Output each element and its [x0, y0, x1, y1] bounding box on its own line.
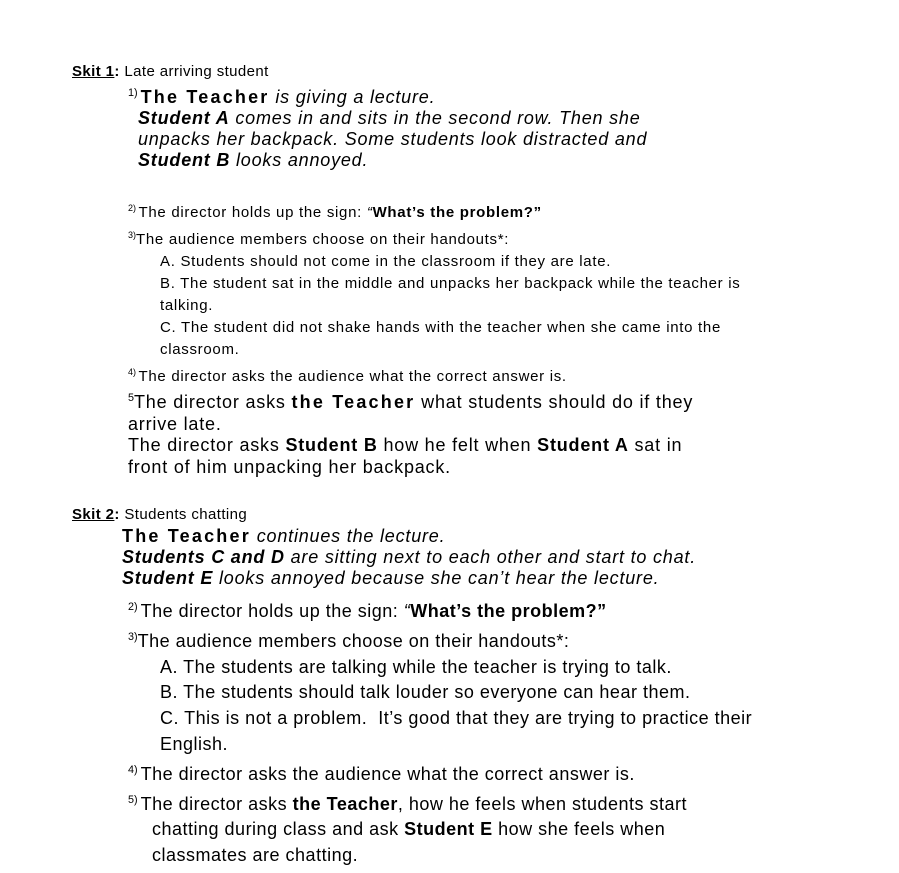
list-number-superscript: 5: [128, 392, 135, 404]
list-number-superscript: 3): [128, 630, 138, 643]
text-segment: Student A: [138, 108, 230, 128]
list-number-superscript: 2): [128, 203, 139, 213]
text-segment: C. The student did not shake hands with the teacher when she came into the: [160, 319, 722, 336]
text-line: [72, 568, 881, 589]
text-segment: Student B: [138, 150, 231, 170]
text-segment: looks annoyed.: [230, 150, 369, 170]
text-line: [72, 108, 881, 129]
text-segment: The director asks: [134, 392, 292, 412]
text-line: [72, 251, 881, 273]
text-line: [72, 150, 881, 171]
text-segment: Student E: [122, 568, 214, 588]
text-segment: Students chatting: [119, 506, 248, 523]
text-line: [72, 388, 881, 414]
text-segment: The director holds up the sign:: [138, 204, 367, 221]
text-segment: The director asks: [140, 793, 293, 814]
text-line: [72, 295, 881, 317]
text-line: [72, 625, 881, 655]
text-segment: unpacks her backpack. Some students look distracted and: [138, 129, 648, 149]
text-segment: B. The students should talk louder so everyone can hear them.: [160, 682, 691, 703]
text-segment: Student E: [404, 819, 493, 840]
text-segment: C. This is not a problem. It’s good that they are trying to practice their: [160, 708, 753, 729]
text-line: [72, 680, 881, 706]
list-number-superscript: 3): [128, 230, 137, 240]
text-line: [72, 503, 881, 526]
text-line: [72, 197, 881, 224]
text-line: [72, 457, 881, 479]
text-segment: :: [114, 506, 120, 523]
text-segment: Skit 2: [72, 506, 115, 523]
text-segment: Late arriving student: [119, 63, 269, 80]
text-segment: Students C and D: [122, 547, 285, 567]
text-segment: classroom.: [160, 341, 240, 358]
worksheet-text: [72, 60, 881, 869]
text-line: [72, 435, 881, 457]
text-line: [72, 339, 881, 361]
text-line: [72, 547, 881, 568]
text-segment: The director holds up the sign:: [140, 601, 404, 621]
text-segment: sat in: [628, 435, 683, 455]
list-number-superscript: 4): [128, 367, 139, 377]
text-line: [72, 129, 881, 150]
text-segment: comes in and sits in the second row. Then she: [229, 108, 641, 128]
text-segment: arrive late.: [128, 413, 222, 434]
text-line: [72, 655, 881, 681]
text-segment: Skit 1: [72, 63, 115, 80]
text-segment: What’s the problem?”: [372, 204, 542, 221]
text-line: [72, 788, 881, 818]
text-segment: continues the lecture.: [256, 526, 446, 546]
text-segment: the Teacher: [292, 793, 398, 814]
text-line: [72, 843, 881, 869]
text-line: [72, 414, 881, 436]
text-segment: talking.: [160, 297, 214, 314]
text-line: [72, 817, 881, 843]
text-segment: What’s the problem?”: [410, 601, 607, 621]
text-segment: B. The student sat in the middle and unpacks her backpack while the teacher is: [160, 275, 741, 292]
text-segment: The director asks the audience what the correct answer is.: [138, 368, 567, 385]
text-segment: are sitting next to each other and start to chat.: [284, 547, 697, 567]
list-number-superscript: 1): [128, 87, 141, 99]
text-line: [72, 706, 881, 732]
text-line: [72, 595, 881, 625]
text-segment: “: [403, 601, 411, 621]
text-segment: The audience members choose on their handouts*:: [136, 231, 510, 248]
text-line: [72, 83, 881, 108]
text-segment: English.: [160, 733, 229, 754]
text-line: [72, 361, 881, 388]
list-number-superscript: 2): [128, 601, 141, 613]
text-segment: how she feels when: [492, 819, 666, 840]
text-segment: The Teacher: [140, 87, 270, 107]
text-segment: A. Students should not come in the classroom if they are late.: [160, 253, 612, 270]
text-segment: looks annoyed because she can’t hear the lecture.: [213, 568, 660, 588]
text-line: [72, 526, 881, 547]
text-line: [72, 273, 881, 295]
text-segment: “: [366, 204, 373, 221]
text-segment: The Teacher: [122, 526, 251, 546]
text-line: [72, 60, 881, 83]
text-segment: the Teacher: [291, 392, 416, 412]
list-number-superscript: 4): [128, 763, 141, 776]
text-segment: Student A: [537, 435, 629, 455]
text-line: [72, 317, 881, 339]
text-segment: Student B: [285, 435, 378, 455]
text-line: [72, 732, 881, 758]
text-segment: The director asks: [128, 435, 286, 455]
text-line: [72, 224, 881, 251]
text-segment: , how he feels when students start: [397, 793, 688, 814]
text-segment: :: [114, 63, 120, 80]
text-segment: is giving a lecture.: [275, 87, 436, 107]
text-segment: classmates are chatting.: [152, 845, 359, 866]
list-number-superscript: 5): [128, 793, 141, 806]
text-segment: what students should do if they: [415, 392, 694, 412]
text-segment: A. The students are talking while the teacher is trying to talk.: [160, 656, 672, 677]
text-segment: chatting during class and ask: [152, 819, 405, 840]
text-segment: The audience members choose on their handouts*:: [137, 630, 570, 651]
text-segment: front of him unpacking her backpack.: [128, 456, 451, 477]
text-line: [72, 758, 881, 788]
text-segment: The director asks the audience what the correct answer is.: [140, 763, 635, 784]
text-segment: how he felt when: [377, 435, 538, 455]
